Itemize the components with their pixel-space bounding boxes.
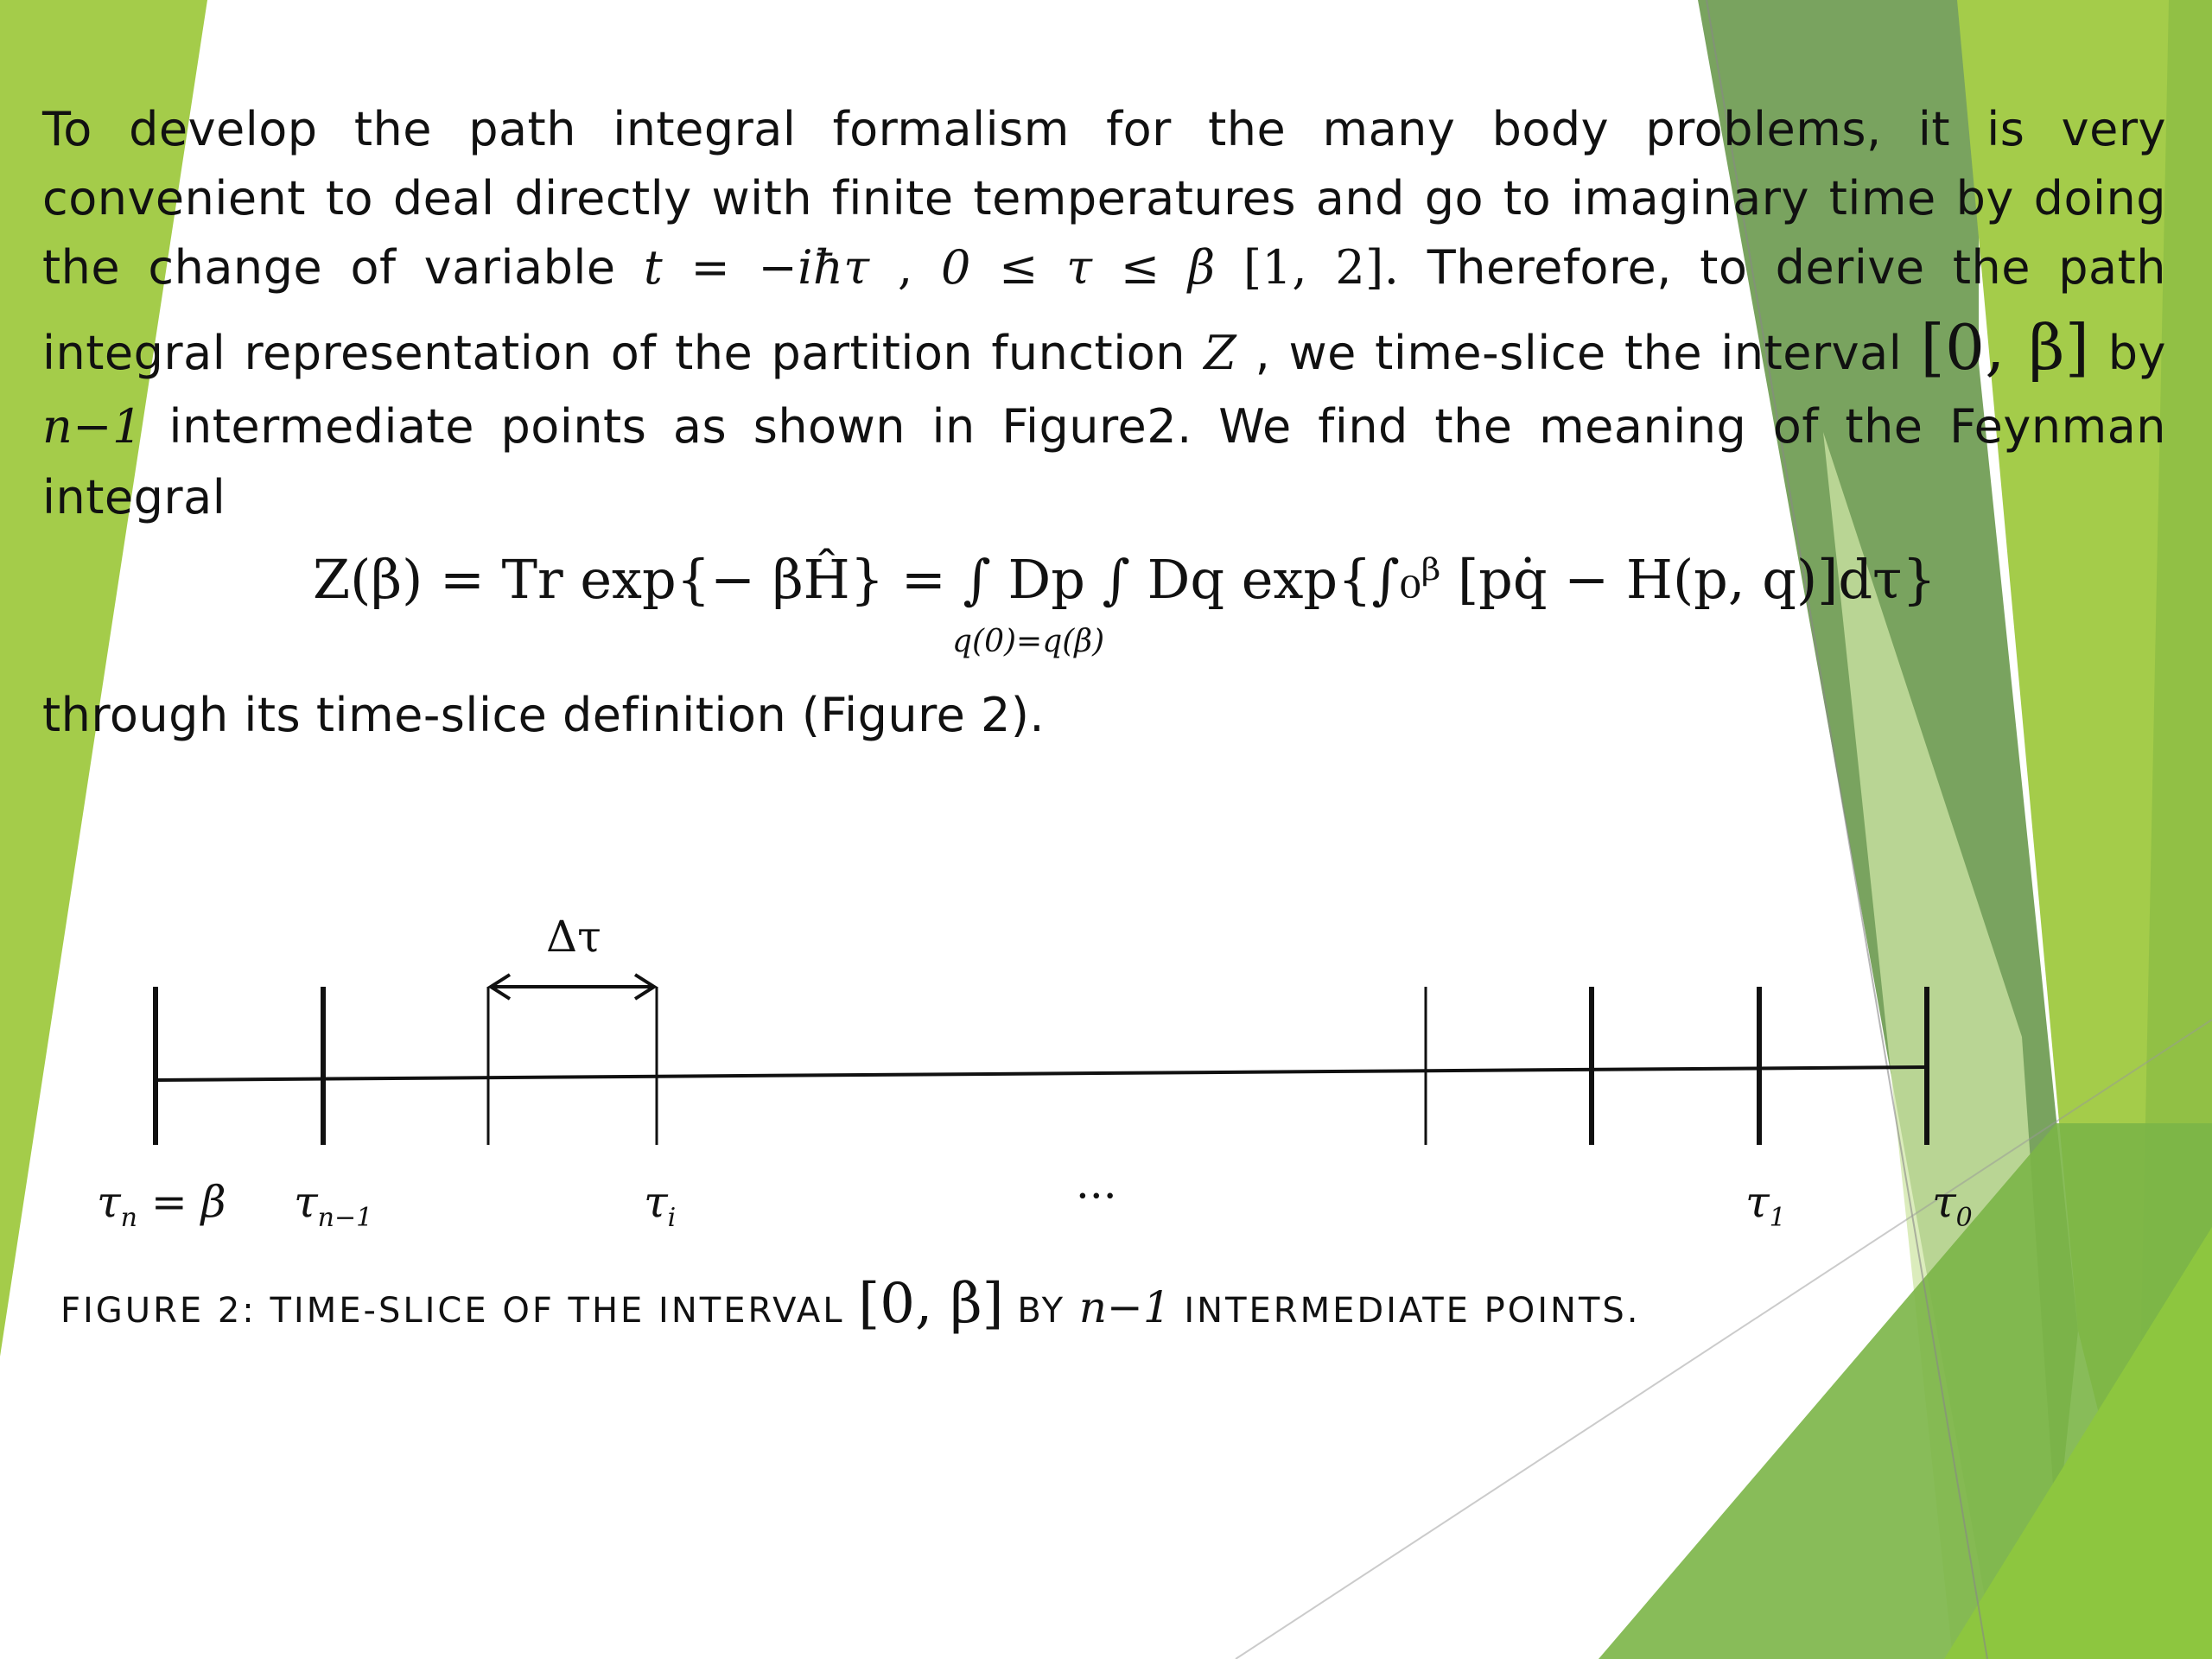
paragraph-line-5 xyxy=(42,391,2166,463)
citation-ref: [1, 2]. xyxy=(1243,240,1400,295)
paragraph-line-2: convenient to deal directly with finite temperatures and go to imaginary time by doing xyxy=(42,171,2166,226)
text-therefore: Therefore, to derive the path xyxy=(1427,240,2167,295)
text-intermediate-points: intermediate points as shown in Figure2. We find the meaning of the Feynman xyxy=(168,399,2167,454)
paragraph-line-1: To develop the path integral formalism for the many body problems, it is very xyxy=(42,102,2166,156)
label-tau-1: $\tau_1$ xyxy=(1745,1177,1786,1233)
label-ellipsis: ··· xyxy=(1076,1171,1117,1221)
caption-text-c: INTERMEDIATE POINTS. xyxy=(1184,1291,1641,1331)
axis-line xyxy=(156,1067,1927,1080)
math-n-minus-1: n−1 xyxy=(42,399,143,454)
text-by: by xyxy=(2107,326,2166,380)
label-tau-i: $\tau_i$ xyxy=(644,1177,677,1233)
label-tau-n-1: $\tau_{n-1}$ xyxy=(294,1177,373,1233)
figure-caption xyxy=(60,1272,2048,1336)
math-interval: [0, β] xyxy=(1920,311,2090,384)
equation-main: Z(β) = Tr exp{− βĤ} = ∫ Dp ∫ Dq exp{∫₀ᵝ [pq̇ − H(p, q)]dτ} xyxy=(313,548,1936,611)
caption-n-minus-1: n−1 xyxy=(1078,1282,1171,1332)
text-change-of-variable: the change of variable xyxy=(42,240,616,295)
math-tau-range: 0 ≤ τ ≤ β xyxy=(940,240,1216,295)
caption-interval: [0, β] xyxy=(858,1272,1004,1336)
label-tau-n: $\tau_n = \beta$ xyxy=(97,1177,226,1233)
math-t-substitution: t = −iħτ xyxy=(643,240,870,295)
equation-subscript: q(0)=q(β) xyxy=(952,624,1105,659)
paragraph-line-3 xyxy=(42,232,2166,304)
after-equation-text: through its time-slice definition (Figure 2). xyxy=(42,688,1046,742)
paragraph-line-6: integral xyxy=(42,470,226,524)
caption-text-a: FIGURE 2: TIME-SLICE OF THE INTERVAL xyxy=(60,1291,845,1331)
partition-function-equation xyxy=(313,518,1936,683)
caption-text-by: BY xyxy=(1017,1291,1065,1331)
paragraph-line-4 xyxy=(42,311,2166,390)
label-tau-0: $\tau_0$ xyxy=(1932,1177,1973,1233)
text-integral-representation: integral representation of the partition function xyxy=(42,326,1185,380)
math-comma: , xyxy=(898,240,913,295)
math-Z: Z xyxy=(1204,326,1237,380)
text-time-slice: , we time-slice the interval xyxy=(1255,326,1903,380)
delta-tau-label: Δτ xyxy=(546,912,601,962)
